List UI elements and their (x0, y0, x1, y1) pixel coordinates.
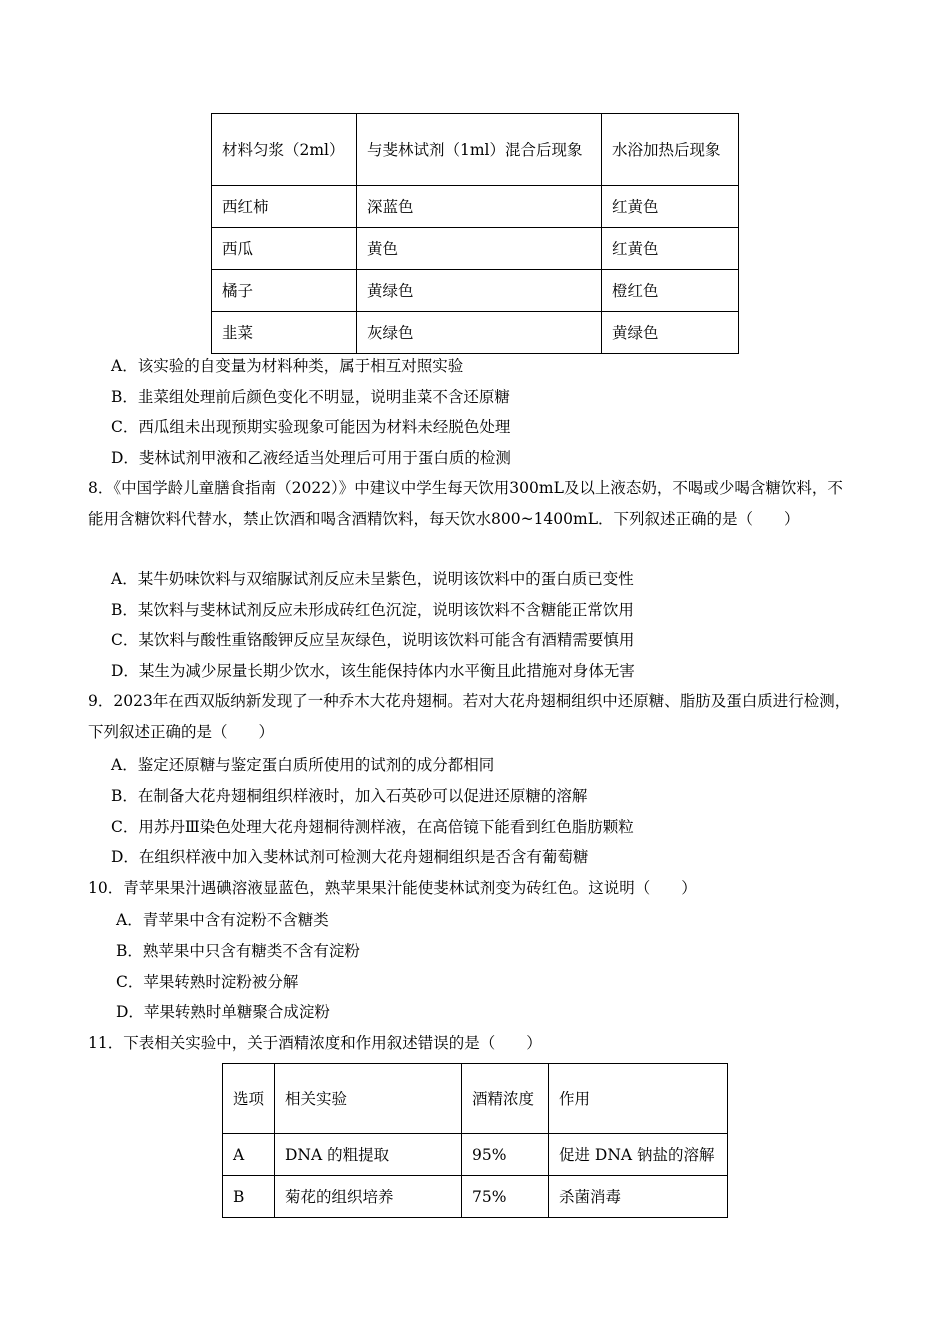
q8-stem: 8．《中国学龄儿童膳食指南（2022）》中建议中学生每天饮用300mL及以上液态奶，不喝或少喝含糖饮料，不能用含糖饮料代替水，禁止饮酒和喝含酒精饮料，每天饮水800~1400mL．下列叙述正确的是（ ） (88, 479, 843, 528)
table-cell: DNA 的粗提取 (275, 1134, 462, 1176)
q10-option-d: D．苹果转熟时单糖聚合成淀粉 (116, 1003, 330, 1021)
table-cell: B (223, 1176, 275, 1218)
table-cell: 杀菌消毒 (549, 1176, 728, 1218)
q7-option-c: C．西瓜组未出现预期实验现象可能因为材料未经脱色处理 (111, 418, 511, 436)
q9-option-c: C．用苏丹Ⅲ染色处理大花舟翅桐待测样液，在高倍镜下能看到红色脂肪颗粒 (111, 818, 634, 836)
table-cell: A (223, 1134, 275, 1176)
q8-option-c: C．某饮料与酸性重铬酸钾反应呈灰绿色，说明该饮料可能含有酒精需要慎用 (111, 631, 635, 649)
q7-option-d: D．斐林试剂甲液和乙液经适当处理后可用于蛋白质的检测 (111, 449, 511, 467)
table-cell: 西瓜 (212, 228, 357, 270)
table-row (212, 228, 739, 270)
table-header-cell: 选项 (223, 1064, 275, 1134)
q8-option-a: A．某牛奶味饮料与双缩脲试剂反应未呈紫色，说明该饮料中的蛋白质已变性 (111, 570, 634, 588)
table-row (223, 1176, 728, 1218)
table-cell: 红黄色 (602, 228, 739, 270)
table-cell: 灰绿色 (357, 312, 602, 354)
table-cell: 黄绿色 (357, 270, 602, 312)
table-header-cell: 酒精浓度 (462, 1064, 549, 1134)
q10-option-a: A．青苹果中含有淀粉不含糖类 (116, 911, 329, 929)
q7-option-b: B．韭菜组处理前后颜色变化不明显，说明韭菜不含还原糖 (111, 388, 510, 406)
q10-stem: 10．青苹果果汁遇碘溶液显蓝色，熟苹果果汁能使斐林试剂变为砖红色。这说明（ ） (88, 879, 697, 897)
table-cell: 西红柿 (212, 186, 357, 228)
table-row (223, 1134, 728, 1176)
table-cell: 橙红色 (602, 270, 739, 312)
q11-stem: 11．下表相关实验中，关于酒精浓度和作用叙述错误的是（ ） (88, 1034, 542, 1052)
q9-stem: 9．2023年在西双版纳新发现了一种乔木大花舟翅桐。若对大花舟翅桐组织中还原糖、脂肪及蛋白质进行检测，下列叙述正确的是（ ） (88, 692, 851, 741)
q8-option-b: B．某饮料与斐林试剂反应未形成砖红色沉淀，说明该饮料不含糖能正常饮用 (111, 601, 634, 619)
table-header-cell: 相关实验 (275, 1064, 462, 1134)
table-cell: 黄色 (357, 228, 602, 270)
table-cell: 菊花的组织培养 (275, 1176, 462, 1218)
q10-option-b: B．熟苹果中只含有糖类不含有淀粉 (116, 942, 360, 960)
table-row (212, 186, 739, 228)
q8-option-d: D．某生为减少尿量长期少饮水，该生能保持体内水平衡且此措施对身体无害 (111, 662, 635, 680)
table-header-cell: 水浴加热后现象 (602, 114, 739, 186)
table-cell: 95% (462, 1134, 549, 1176)
table-cell: 黄绿色 (602, 312, 739, 354)
q9-option-b: B．在制备大花舟翅桐组织样液时，加入石英砂可以促进还原糖的溶解 (111, 787, 588, 805)
table-header-cell: 作用 (549, 1064, 728, 1134)
table-row (212, 312, 739, 354)
alcohol-experiment-table (222, 1063, 728, 1218)
q9-option-a: A．鉴定还原糖与鉴定蛋白质所使用的试剂的成分都相同 (111, 756, 495, 774)
table-cell: 红黄色 (602, 186, 739, 228)
table-cell: 深蓝色 (357, 186, 602, 228)
material-reaction-table (211, 113, 739, 354)
table-header-cell: 材料匀浆（2ml） (212, 114, 357, 186)
q10-option-c: C．苹果转熟时淀粉被分解 (116, 973, 299, 991)
table-cell: 橘子 (212, 270, 357, 312)
q7-option-a: A．该实验的自变量为材料种类，属于相互对照实验 (111, 357, 464, 375)
table-header-cell: 与斐林试剂（1ml）混合后现象 (357, 114, 602, 186)
table-cell: 韭菜 (212, 312, 357, 354)
table-cell: 促进 DNA 钠盐的溶解 (549, 1134, 728, 1176)
table-row (212, 270, 739, 312)
q9-option-d: D．在组织样液中加入斐林试剂可检测大花舟翅桐组织是否含有葡萄糖 (111, 848, 589, 866)
table-cell: 75% (462, 1176, 549, 1218)
